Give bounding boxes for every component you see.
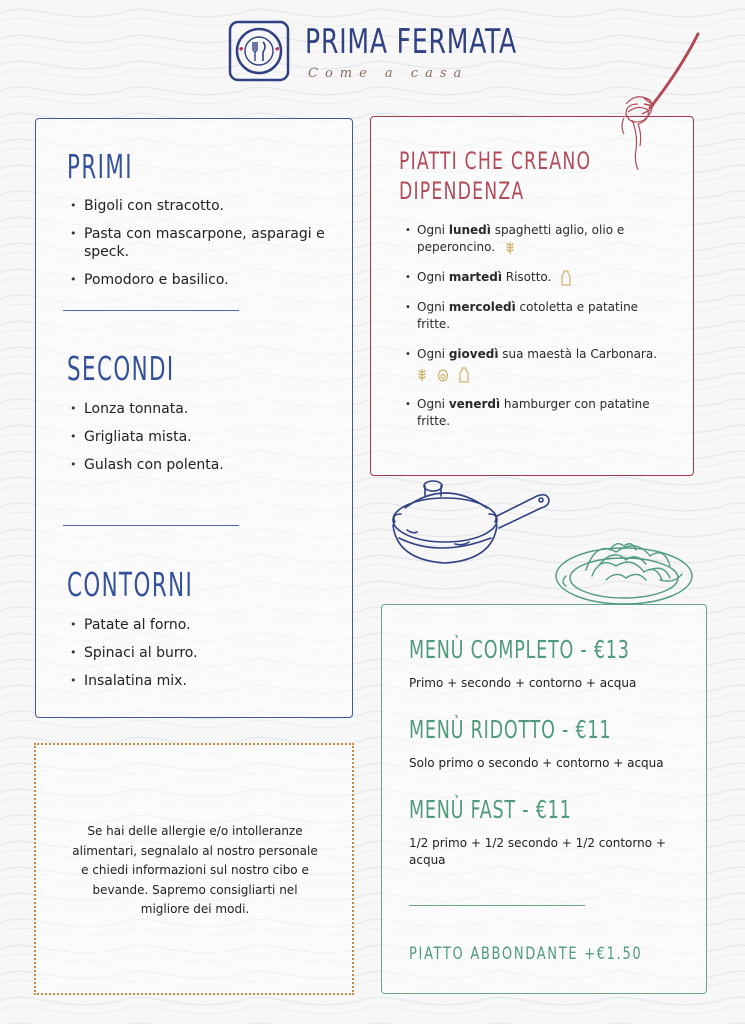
special-text: spaghetti aglio, olio e peperoncino. [417, 223, 625, 254]
dish-item: • Pasta con mascarpone, asparagi e speck. [70, 225, 340, 261]
special-item-tuesday [405, 269, 673, 286]
special-prefix: Ogni [417, 223, 449, 237]
secondi-list [70, 400, 340, 484]
dish-item: • Bigoli con stracotto. [70, 197, 340, 215]
dairy-icon [459, 367, 469, 383]
dairy-icon [561, 270, 571, 286]
special-day: venerdì [448, 397, 501, 411]
special-day: lunedì [448, 223, 491, 237]
spaghetti-plate-illustration [550, 520, 705, 615]
special-day: giovedì [448, 347, 499, 361]
brand-name: PRIMA FERMATA [305, 22, 518, 62]
gluten-icon [505, 241, 515, 255]
allergy-notice-text: Se hai delle allergie e/o intolleranze alimentari, segnalalo al nostro personale e chiedi informazioni sul nostro cibo e bevande. Sapremo consigliarti nel migliore dei modi. [72, 824, 318, 916]
special-item-thursday [405, 346, 673, 383]
special-text: Risotto. [501, 270, 552, 284]
fixed-menus-panel [381, 604, 707, 994]
weekly-specials-list [405, 222, 673, 443]
section-title-secondi: SECONDI [67, 349, 175, 388]
menu-ridotto-desc: Solo primo o secondo + contorno + acqua [409, 756, 664, 770]
abundant-portion-surcharge: PIATTO ABBONDANTE +€1.50 [409, 944, 643, 964]
restaurant-logo [226, 18, 292, 84]
section-title-contorni: CONTORNI [67, 565, 194, 604]
special-text: hamburger con patatine fritte. [417, 397, 650, 428]
menu-fast-title: MENÙ FAST - €11 [409, 795, 572, 824]
fork-spaghetti-illustration [610, 30, 705, 175]
gluten-icon [417, 368, 427, 382]
dish-item: • Grigliata mista. [70, 428, 340, 446]
divider [409, 905, 585, 906]
dish-item: • Gulash con polenta. [70, 456, 340, 474]
special-text: cotoletta e patatine fritte. [417, 300, 639, 331]
special-prefix: Ogni [417, 300, 449, 314]
brand-tagline: Come a casa [308, 66, 469, 81]
divider [63, 310, 239, 311]
contorni-list [70, 616, 340, 700]
menu-ridotto-title: MENÙ RIDOTTO - €11 [409, 715, 612, 744]
dish-item: • Patate al forno. [70, 616, 340, 634]
divider [63, 525, 239, 526]
section-title-primi: PRIMI [67, 147, 133, 186]
special-day: martedì [448, 270, 502, 284]
special-item-friday [405, 396, 673, 430]
pan-illustration [385, 470, 555, 575]
menu-completo-title: MENÙ COMPLETO - €13 [409, 635, 630, 664]
special-prefix: Ogni [417, 397, 449, 411]
special-day: mercoledì [448, 300, 516, 314]
primi-list [70, 197, 340, 299]
weekly-specials-title: PIATTI CHE CREANO DIPENDENZA [399, 147, 592, 205]
dish-item: • Spinaci al burro. [70, 644, 340, 662]
special-text: sua maestà la Carbonara. [498, 347, 658, 361]
menu-fast-desc: 1/2 primo + 1/2 secondo + 1/2 contorno + acqua [409, 836, 666, 867]
dish-item: • Insalatina mix. [70, 672, 340, 690]
menu-completo-desc: Primo + secondo + contorno + acqua [409, 676, 637, 690]
dish-item: • Pomodoro e basilico. [70, 271, 340, 289]
special-item-wednesday [405, 299, 673, 333]
special-item-monday [405, 222, 673, 256]
main-courses-panel [35, 118, 353, 718]
special-prefix: Ogni [417, 270, 449, 284]
dish-item: • Lonza tonnata. [70, 400, 340, 418]
special-prefix: Ogni [417, 347, 449, 361]
egg-icon [437, 368, 449, 382]
